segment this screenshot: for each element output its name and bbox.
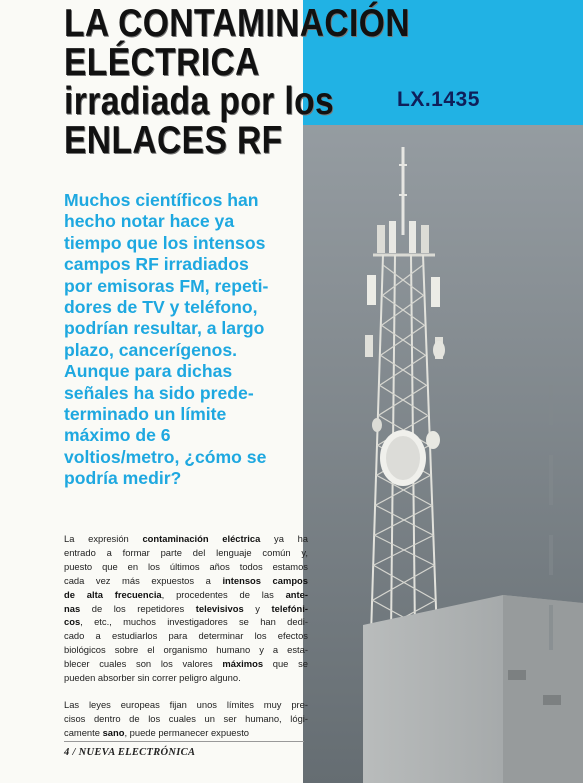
body-line	[64, 698, 308, 712]
text-run: cada vez más expuestos a	[64, 574, 223, 586]
body-line	[64, 712, 308, 726]
text-run: y	[243, 602, 272, 614]
text-run: ya ha	[260, 533, 309, 544]
text-run: pueden absorber sin correr peligro alguno.	[64, 672, 241, 684]
bold-text: ante-	[285, 588, 308, 600]
text-run: Las leyes europeas fijan unos límites muy pre-	[64, 698, 308, 710]
bold-text: máximos	[222, 658, 264, 670]
text-run: camente	[64, 726, 103, 738]
bold-text: contaminación eléctrica	[142, 533, 261, 544]
intro-line: terminado un límite	[64, 404, 227, 425]
intro-line: dores de TV y teléfono,	[64, 297, 258, 318]
bold-text: nas	[64, 602, 81, 614]
title-line-4: ENLACES RF	[64, 119, 283, 162]
intro-line: señales ha sido prede-	[64, 382, 254, 403]
body-line	[64, 726, 308, 740]
intro-line: plazo, cancerígenos.	[64, 339, 238, 360]
page-footer: 4 / NUEVA ELECTRÓNICA	[64, 747, 196, 758]
article-title	[64, 2, 410, 162]
kit-code: LX.1435	[397, 88, 480, 111]
intro-line: voltios/metro, ¿cómo se	[64, 446, 267, 467]
intro-line: máximo de 6	[64, 425, 171, 446]
body-line	[64, 657, 308, 671]
intro-line: Aunque para dichas	[64, 361, 233, 382]
bold-text: intensos campos	[222, 574, 308, 586]
bold-text: cos	[64, 616, 81, 628]
bold-text: televisivos	[195, 602, 244, 614]
bold-text: de alta frecuencia	[64, 588, 162, 600]
text-run: cado a estudiarlos para determinar los efectos	[64, 630, 308, 642]
text-run: de los repetidores	[80, 602, 196, 614]
intro-line: Muchos científicos han	[64, 190, 259, 210]
tower-illustration	[303, 125, 583, 783]
text-run: , procedentes de las	[161, 588, 286, 600]
body-text	[64, 532, 308, 740]
bold-text: telefóni-	[271, 602, 308, 614]
body-line	[64, 629, 308, 643]
bold-text: sano	[102, 726, 125, 738]
text-run: biológicos sobre el organismo humano y a esta-	[64, 644, 308, 656]
text-run: que se	[263, 658, 308, 670]
body-line	[64, 574, 308, 588]
body-line	[64, 671, 308, 685]
intro-line: campos RF irradiados	[64, 254, 249, 275]
body-line	[64, 615, 308, 629]
intro-line: podrían resultar, a largo	[64, 318, 265, 339]
body-line	[64, 532, 308, 546]
intro-paragraph	[64, 190, 304, 490]
body-line	[64, 602, 308, 616]
body-line	[64, 560, 308, 574]
intro-line: por emisoras FM, repeti-	[64, 275, 269, 296]
text-run: , puede permanecer expuesto	[124, 726, 250, 738]
paragraph-gap	[64, 685, 308, 698]
title-line-1: LA CONTAMINACIÓN	[64, 2, 410, 45]
text-run: puesto que en los últimos años todos estamos	[64, 560, 308, 572]
text-run: blecer cuales son los valores	[64, 658, 223, 670]
text-run: entrado a formar parte del lenguaje común y,	[64, 546, 308, 558]
intro-line: hecho notar hace ya	[64, 211, 235, 232]
title-line-2: ELÉCTRICA	[64, 41, 260, 84]
body-line	[64, 588, 308, 602]
body-line	[64, 643, 308, 657]
body-line	[64, 546, 308, 560]
text-run: La expresión	[64, 533, 143, 544]
antenna-tower-photo	[303, 125, 583, 783]
intro-line: podría medir?	[64, 468, 182, 489]
title-line-3: irradiada por los	[64, 80, 335, 123]
text-run: cisos dentro de los cuales un ser humano, lógi-	[64, 712, 308, 724]
text-run: , etc., muchos investigadores se han dedi-	[80, 616, 308, 628]
footer-rule	[64, 741, 304, 742]
intro-line: tiempo que los intensos	[64, 232, 266, 253]
